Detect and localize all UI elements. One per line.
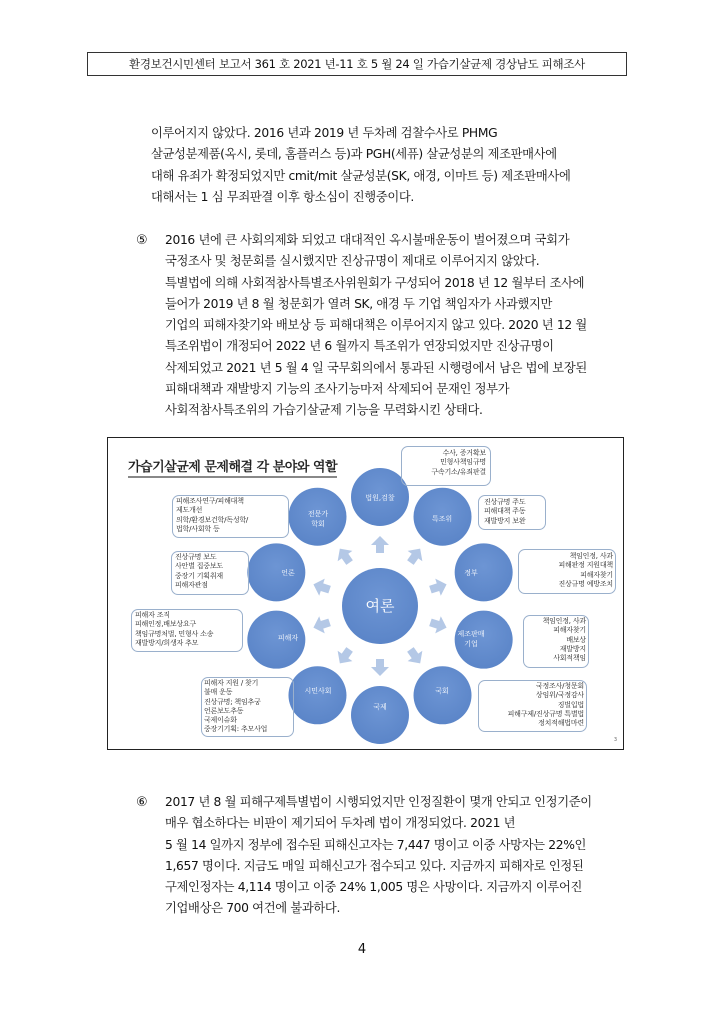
paragraph-line: 2017 년 8 월 피해구제특별법이 시행되었지만 인정질환이 몇개 안되고 인정기준이 [165, 795, 592, 809]
note-line: 피해판정 지원대책 [558, 561, 613, 570]
diagram-title: 가습기살균제 문제해결 각 분야와 역할 [128, 456, 337, 478]
note-line: 제도개선 [176, 506, 203, 515]
node-label-special [417, 514, 467, 524]
node-label-government [446, 568, 496, 578]
note-line: 법학/사회학 등 [176, 524, 220, 533]
note-line: 책임규명처벌, 민형사 소송 [135, 629, 214, 638]
node-label-line: 특조위 [431, 515, 453, 523]
note-line: 피해자관점 [175, 580, 208, 589]
arrow-media [311, 576, 333, 598]
note-line: 불매 운동 [204, 688, 233, 697]
note-line: 국제이슈화 [204, 716, 237, 725]
paragraph-line: 삭제되었고 2021 년 5 월 4 일 국무회의에서 통과된 시행령에서 남은 법에 보장된 [165, 360, 587, 375]
node-label-assembly [417, 686, 467, 696]
note-line: 배보상 [566, 635, 586, 644]
paragraph-line: 사회적참사특조위의 가습기살균제 기능을 무력화시킨 상태다. [165, 403, 483, 418]
paragraph-line: 기업의 피해자찾기와 배보상 등 피해대책은 이루어지지 않고 있다. 2020 년 12 월 [165, 318, 587, 333]
report-header-text: 환경보건시민센터 보고서 361 호 2021 년-11 호 5 월 24 일 가습기살균제 경상남도 피해조사 [129, 57, 585, 71]
paragraph-line: 특별법에 의해 사회적참사특별조사위원회가 구성되어 2018 년 12 월부터 조사에 [165, 275, 585, 290]
paragraph-line: 5 월 14 일까지 정부에 접수된 피해신고자는 7,447 명이고 이중 사망자는 22%인 [165, 837, 587, 852]
note-line: 중장기 기획취재 [175, 571, 223, 580]
note-line: 진상규명 주도 [484, 498, 526, 506]
note-line: 사안별 집중보도 [175, 562, 223, 571]
item-5-marker: ⑤ [136, 233, 148, 248]
intro-paragraph [151, 123, 570, 208]
note-company [525, 617, 586, 663]
node-label-line: 기업 [464, 640, 478, 648]
note-line: 재발방지 [559, 644, 586, 653]
note-line: 언론보도추동 [204, 706, 244, 715]
note-line: 상임위/국정감사 [535, 691, 584, 700]
note-line: 피해자찾기 [580, 570, 613, 579]
note-line: 피해구제/진상규명 특별법 [507, 709, 584, 718]
note-line: 진상규명; 책임추궁 [204, 697, 261, 706]
paragraph-line: 대해 유죄가 확정되었지만 cmit/mit 살균성분(SK, 애경, 이마트 등) 제조판매사에 [151, 168, 571, 183]
paragraph-line: 이루어지지 않았다. 2016 년과 2019 년 두차례 검찰수사로 PHMG [151, 126, 498, 140]
paragraph-line: 국정조사 및 청문회를 실시했지만 진상규명이 제대로 이루어지지 않았다. [165, 254, 540, 269]
note-line: 피해대책 주동 [484, 507, 526, 516]
node-label-line: 법원,검찰 [365, 494, 395, 502]
note-line: 진상규명 보도 [175, 553, 217, 561]
node-label-court [355, 493, 405, 503]
arrow-government [428, 576, 450, 598]
paragraph-line: 구제인정자는 4,114 명이고 이중 24% 1,005 명은 사망이다. 지금까지 이루어진 [165, 880, 582, 895]
paragraph-line: 매우 협소하다는 비판이 제기되어 두차례 법이 개정되었다. 2021 년 [165, 816, 516, 831]
node-label-line: 학회 [311, 520, 325, 528]
paragraph-line: 특조위법이 개정되어 2022 년 6 월까지 특조위가 연장되었지만 진상규명이 [165, 339, 554, 354]
paragraph-line: 피해대책과 재발방지 기능의 조사기능마저 삭제되어 문재인 정부가 [165, 382, 510, 397]
node-label-line: 국제 [373, 703, 387, 711]
paragraph-line: 들어가 2019 년 8 월 청문회가 열려 SK, 애경 두 기업 책임자가 사과했지만 [165, 296, 553, 311]
paragraph-line: 1,657 명이다. 지금도 매일 피해신고가 접수되고 있다. 지금까지 피해자로 인정된 [165, 858, 584, 873]
note-line: 수사, 증거확보 [442, 449, 486, 457]
item-6-marker: ⑥ [136, 795, 148, 810]
item-6-paragraph [165, 792, 592, 920]
paragraph-line: 살균성분제품(옥시, 롯데, 홈플러스 등)과 PGH(세퓨) 살균성분의 제조판매사에 [151, 147, 557, 162]
center-node-label: 여론 [365, 597, 395, 615]
note-government [520, 552, 613, 589]
node-label-media [263, 568, 313, 578]
node-label-international [355, 702, 405, 712]
item-5-paragraph [165, 230, 587, 422]
note-line: 재발방지/희생자 추모 [135, 638, 199, 647]
note-line: 피해인정,배보상요구 [135, 620, 197, 629]
note-line: 재발방지 보완 [484, 516, 526, 525]
node-label-experts [293, 509, 343, 529]
node-circle-international [351, 686, 409, 744]
paragraph-line: 2016 년에 큰 사회의제화 되었고 대대적인 옥시불매운동이 벌어졌으며 국회가 [165, 233, 570, 247]
note-special [484, 498, 525, 526]
node-label-line: 시민사회 [304, 687, 332, 695]
note-line: 진상규명 예방조치 [558, 579, 613, 588]
note-line: 피해자찾기 [553, 626, 586, 635]
report-header [87, 52, 627, 76]
arrow-civil [332, 644, 356, 668]
note-line: 국정조사/청문회 [535, 682, 584, 690]
note-court [404, 449, 486, 477]
node-label-line: 전문가 [307, 510, 329, 518]
note-line: 구속기소/유죄판결 [431, 467, 486, 476]
note-line: 책임인정, 사과 [569, 552, 613, 560]
slide-number: 3 [613, 737, 617, 743]
note-media [175, 553, 223, 590]
node-label-civil [293, 686, 343, 696]
node-label-line: 제조판매 [457, 630, 485, 638]
note-civil [204, 679, 267, 735]
arrow-experts [332, 543, 356, 567]
node-label-line: 국회 [435, 687, 449, 695]
note-line: 정치적해법마련 [538, 719, 584, 728]
arrow-court [371, 536, 389, 553]
note-line: 징벌입법 [557, 700, 584, 709]
note-line: 중장기기획: 추모사업 [204, 725, 268, 734]
node-label-line: 언론 [281, 569, 295, 577]
arrow-international [371, 659, 389, 676]
paragraph-line: 기업배상은 700 여건에 불과하다. [165, 901, 341, 916]
note-line: 피해자 조직 [135, 611, 170, 619]
arrow-assembly [403, 644, 427, 668]
arrow-victims [311, 614, 333, 636]
paragraph-line: 대해서는 1 심 무죄판결 이후 항소심이 진행중이다. [151, 189, 414, 204]
note-victims [135, 611, 213, 648]
node-label-company [446, 629, 496, 649]
note-line: 민형사책임규명 [440, 458, 486, 467]
note-line: 사회적책임 [553, 654, 586, 663]
note-assembly [480, 682, 584, 728]
note-experts [176, 497, 248, 534]
node-label-line: 피해자 [277, 634, 299, 642]
arrow-special [403, 543, 427, 567]
node-label-victims [263, 633, 313, 643]
node-label-line: 정부 [464, 569, 478, 577]
note-line: 피해조사연구/피해대책 [176, 497, 244, 505]
note-line: 책임인정, 사과 [542, 617, 586, 625]
note-line: 피해자 지원 / 찾기 [204, 679, 259, 687]
roles-diagram [107, 437, 624, 750]
page-number: 4 [357, 942, 367, 957]
note-line: 의학/환경보건학/독성학/ [176, 515, 249, 524]
